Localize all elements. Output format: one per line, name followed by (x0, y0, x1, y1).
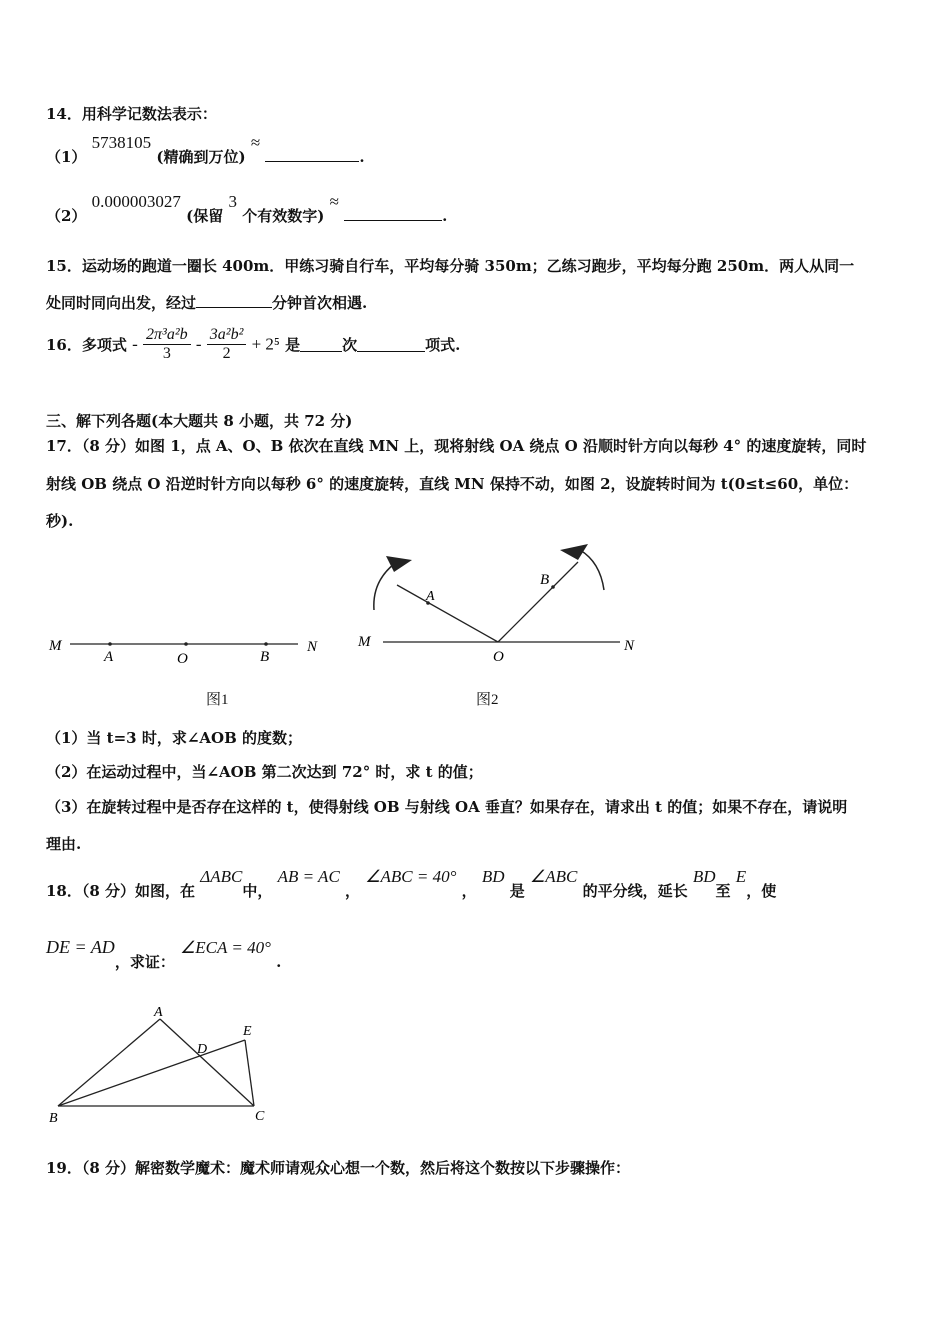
fig2-rotation-arc-b (580, 550, 604, 590)
q15-line2-a: 处同时同向出发，经过 (46, 294, 197, 312)
q14-p1-number: 5738105 (91, 133, 152, 152)
q18-text-b: 中， (242, 882, 273, 900)
fig2-caption: 图2 (476, 692, 499, 708)
q14-p2-number: 0.000003027 (91, 192, 181, 211)
q18-text-i: ，求证： (114, 953, 175, 971)
q17-line2: 射线 OB 绕点 O 沿逆时针方向以每秒 6° 的速度旋转，直线 MN 保持不动，如图 2，设旋转时间为 t(0≤t≤60，单位： (46, 475, 859, 493)
q16-degree-blank[interactable] (300, 337, 342, 352)
q15-line2-b: 分钟首次相遇. (272, 294, 368, 312)
q18-text-g: 至 (715, 882, 731, 900)
q14-part2 (46, 192, 448, 226)
q18-eq2: ∠ABC = 40° (365, 867, 457, 886)
q18-eq4: ∠ECA = 40° (180, 938, 271, 957)
q14-p1-text: (精确到万位) (156, 148, 246, 166)
q18-line2 (46, 937, 282, 972)
fig1-label-m: M (49, 638, 62, 654)
q16-frac1-numerator: 2π³a²b (143, 326, 191, 345)
q18-side-ac (160, 1019, 254, 1106)
q14-part1 (46, 133, 365, 167)
fig2-label-n: N (624, 638, 635, 654)
q17-line3: 秒). (46, 512, 74, 530)
fig2-ray-ob (498, 562, 578, 642)
q18-segment-be (58, 1040, 245, 1106)
q15-answer-blank[interactable] (196, 293, 272, 308)
fig2-ray-oa (397, 585, 498, 642)
q16-fraction-1 (143, 326, 191, 363)
section-3-title: 三、解下列各题(本大题共 8 小题，共 72 分) (46, 412, 353, 430)
fig2-label-b: B (540, 572, 550, 588)
q18-text-e: 是 (509, 882, 525, 900)
q14-p2-text-a: (保留 (186, 207, 224, 225)
fig1-label-o: O (177, 651, 188, 667)
q18-side-ba (58, 1019, 160, 1106)
q14-p2-text-b: 个有效数字) (242, 207, 325, 225)
q17-sub2: （2）在运动过程中，当∠AOB 第二次达到 72° 时，求 t 的值； (46, 763, 483, 781)
q16-plus-term: + 2⁵ (251, 334, 280, 354)
q18-angle-abc: ∠ABC (530, 867, 578, 886)
q17-figure-2 (350, 540, 650, 670)
q14-p2-digits: 3 (228, 192, 237, 211)
fig2-point-b (551, 585, 555, 589)
q18-label-c: C (255, 1109, 265, 1124)
fig1-point-o (184, 642, 188, 646)
q14-p1-answer-blank[interactable] (265, 147, 359, 162)
fig1-caption: 图1 (206, 692, 229, 708)
q16-text-b: 次 (342, 336, 358, 354)
q16-minus1: - (132, 334, 138, 354)
q18-triangle: ΔABC (200, 867, 243, 886)
q17-line1: 17．（8 分）如图 1，点 A、O、B 依次在直线 MN 上，现将射线 OA 绕点 O 沿顺时针方向以每秒 4° 的速度旋转，同时 (46, 437, 867, 455)
q14-p2-end: . (442, 207, 448, 225)
q18-text-a: 18．（8 分）如图，在 (46, 882, 196, 900)
q14-title: 14．用科学记数法表示： (46, 105, 217, 123)
fig2-label-m: M (358, 634, 371, 650)
q18-label-e: E (243, 1024, 252, 1039)
q14-p2-label: （2） (46, 207, 87, 225)
fig1-point-a (108, 642, 112, 646)
fig2-label-o: O (493, 649, 504, 665)
q18-segment-ec (245, 1040, 254, 1106)
q17-sub1: （1）当 t=3 时，求∠AOB 的度数； (46, 729, 302, 747)
q14-p1-end: . (359, 148, 365, 166)
q18-eq1: AB = AC (277, 867, 340, 886)
q19-line: 19．（8 分）解密数学魔术：魔术师请观众心想一个数，然后将这个数按以下步骤操作： (46, 1159, 631, 1177)
q16-text-a: 是 (285, 336, 301, 354)
q15-line2 (46, 292, 367, 313)
q18-text-h: ，使 (746, 882, 777, 900)
q17-figure-1 (40, 625, 340, 675)
q18-text-f: 的平分线，延长 (582, 882, 688, 900)
q16-terms-blank[interactable] (357, 337, 425, 352)
q15-line1: 15．运动场的跑道一圈长 400m．甲练习骑自行车，平均每分骑 350m；乙练习跑步，平均每分跑 250m．两人从同一 (46, 257, 855, 275)
q17-sub3-line1: （3）在旋转过程中是否存在这样的 t，使得射线 OB 与射线 OA 垂直？如果存在，请求出 t 的值；如果不存在，请说明 (46, 798, 848, 816)
q18-label-a: A (154, 1005, 163, 1020)
q18-point-e: E (735, 867, 747, 886)
q18-label-b: B (49, 1111, 58, 1126)
q14-p2-answer-blank[interactable] (344, 206, 442, 221)
q14-p1-approx: ≈ (250, 133, 261, 152)
q18-bd: BD (481, 867, 505, 886)
q16-text-c: 项式. (425, 336, 461, 354)
q14-p2-approx: ≈ (329, 192, 339, 211)
q18-eq3: DE = AD (46, 937, 115, 957)
q18-text-c: ， (345, 882, 361, 900)
q16-frac2-numerator: 3a²b² (207, 326, 247, 345)
q18-text-d: ， (461, 882, 477, 900)
fig2-label-a: A (426, 589, 435, 604)
q18-line1 (46, 867, 777, 901)
fig2-arrow-a-icon (386, 556, 412, 572)
q18-text-j: . (276, 953, 282, 971)
fig1-label-n: N (307, 639, 318, 655)
fig2-rotation-arc-a (374, 564, 394, 610)
q16-frac2-denominator: 2 (222, 345, 231, 362)
fig1-label-b: B (260, 649, 270, 665)
q17-sub3-line2: 理由. (46, 835, 82, 853)
q14-p1-label: （1） (46, 148, 87, 166)
q16-prefix: 16．多项式 (46, 336, 127, 354)
q18-figure (40, 1000, 280, 1130)
q18-bd-2: BD (692, 867, 716, 886)
q16-fraction-2 (207, 326, 247, 363)
fig1-point-b (264, 642, 268, 646)
q16-frac1-denominator: 3 (162, 345, 171, 362)
q16-minus2: - (195, 334, 202, 354)
fig1-label-a: A (104, 649, 114, 665)
q16-line (46, 326, 460, 363)
q18-label-d: D (197, 1042, 208, 1057)
